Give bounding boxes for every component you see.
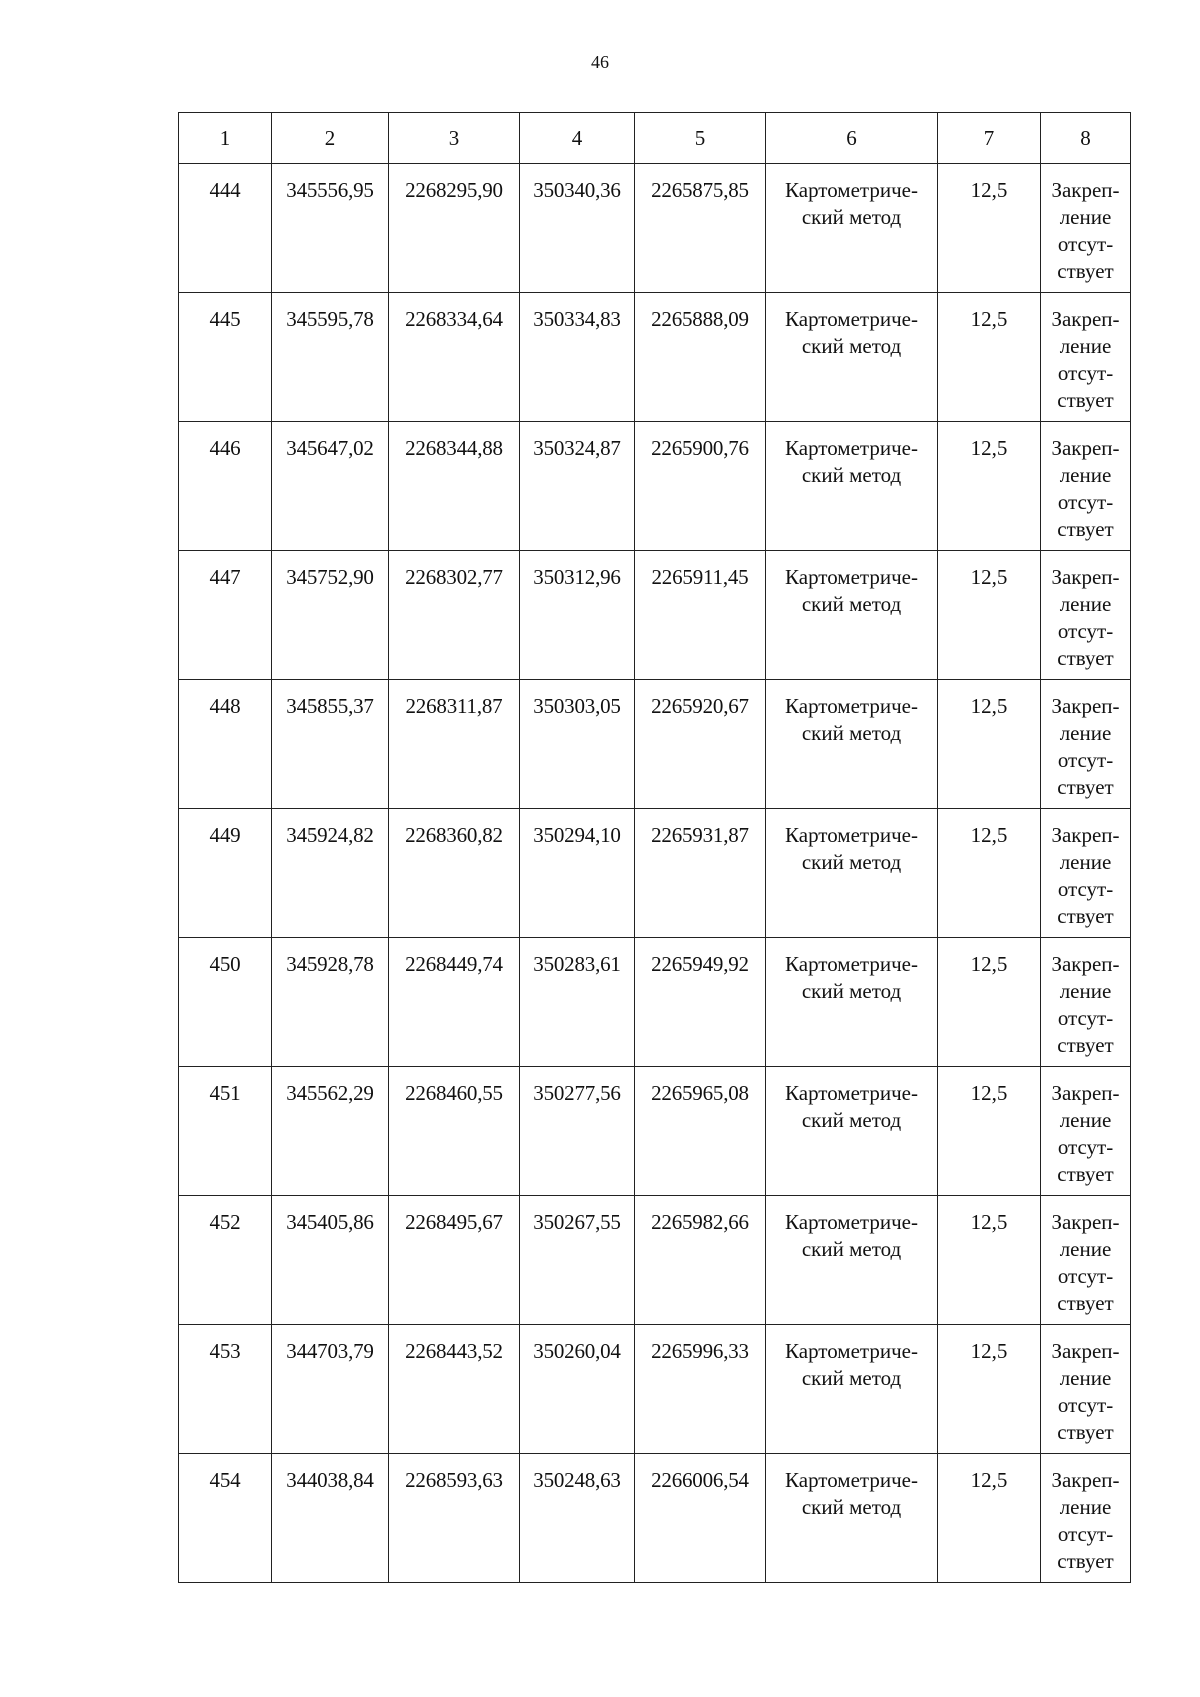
- coordinate-cell: 350260,04: [520, 1325, 635, 1454]
- coordinate-cell: 350340,36: [520, 164, 635, 293]
- fixing-text: отсут-: [1057, 232, 1114, 256]
- fixing-cell: [1041, 422, 1131, 551]
- fixing-text: ствует: [1057, 1162, 1114, 1186]
- fixing-text: ление: [1059, 1495, 1112, 1519]
- coordinate-cell: 2265996,33: [635, 1325, 766, 1454]
- accuracy-cell: 12,5: [938, 1325, 1041, 1454]
- fixing-text: ствует: [1057, 904, 1114, 928]
- coordinate-cell: 2268334,64: [389, 293, 520, 422]
- fixing-text: ствует: [1057, 517, 1114, 541]
- coordinate-cell: 350248,63: [520, 1454, 635, 1583]
- table-row: [179, 1067, 1131, 1196]
- method-text: Картометриче-: [785, 1210, 918, 1234]
- method-text: ский метод: [801, 334, 902, 358]
- coordinate-cell: 2265920,67: [635, 680, 766, 809]
- fixing-text: ление: [1059, 721, 1112, 745]
- fixing-cell: [1041, 164, 1131, 293]
- coordinate-cell: 2265982,66: [635, 1196, 766, 1325]
- coordinate-cell: 350267,55: [520, 1196, 635, 1325]
- coordinate-cell: 2265875,85: [635, 164, 766, 293]
- coordinate-cell: 345752,90: [272, 551, 389, 680]
- fixing-text: Закреп-: [1051, 565, 1120, 589]
- column-header: 7: [938, 113, 1041, 164]
- accuracy-cell: 12,5: [938, 551, 1041, 680]
- table-row: [179, 293, 1131, 422]
- coordinate-cell: 2266006,54: [635, 1454, 766, 1583]
- method-text: ский метод: [801, 1495, 902, 1519]
- fixing-cell: [1041, 680, 1131, 809]
- method-cell: [766, 164, 938, 293]
- accuracy-cell: 12,5: [938, 1454, 1041, 1583]
- coordinate-cell: 345855,37: [272, 680, 389, 809]
- column-header: 1: [179, 113, 272, 164]
- fixing-text: отсут-: [1057, 1522, 1114, 1546]
- fixing-text: ление: [1059, 1108, 1112, 1132]
- coordinate-cell: 345928,78: [272, 938, 389, 1067]
- point-number-cell: 454: [179, 1454, 272, 1583]
- fixing-text: Закреп-: [1051, 1081, 1120, 1105]
- accuracy-cell: 12,5: [938, 1067, 1041, 1196]
- point-number-cell: 444: [179, 164, 272, 293]
- method-text: ский метод: [801, 463, 902, 487]
- coordinate-cell: 2268460,55: [389, 1067, 520, 1196]
- coordinate-cell: 2268593,63: [389, 1454, 520, 1583]
- coordinate-cell: 344703,79: [272, 1325, 389, 1454]
- accuracy-cell: 12,5: [938, 938, 1041, 1067]
- accuracy-cell: 12,5: [938, 293, 1041, 422]
- method-text: Картометриче-: [785, 307, 918, 331]
- fixing-text: ление: [1059, 1237, 1112, 1261]
- fixing-text: ление: [1059, 850, 1112, 874]
- fixing-text: ствует: [1057, 259, 1114, 283]
- fixing-cell: [1041, 1325, 1131, 1454]
- fixing-text: Закреп-: [1051, 823, 1120, 847]
- point-number-cell: 450: [179, 938, 272, 1067]
- table-row: [179, 1325, 1131, 1454]
- point-number-cell: 447: [179, 551, 272, 680]
- coordinate-cell: 350277,56: [520, 1067, 635, 1196]
- fixing-text: Закреп-: [1051, 1339, 1120, 1363]
- coordinate-cell: 350294,10: [520, 809, 635, 938]
- point-number-cell: 452: [179, 1196, 272, 1325]
- accuracy-cell: 12,5: [938, 422, 1041, 551]
- method-text: ский метод: [801, 592, 902, 616]
- coordinate-cell: 2265965,08: [635, 1067, 766, 1196]
- coordinate-cell: 345405,86: [272, 1196, 389, 1325]
- coordinate-cell: 2268360,82: [389, 809, 520, 938]
- coordinate-cell: 2268344,88: [389, 422, 520, 551]
- method-cell: [766, 293, 938, 422]
- method-cell: [766, 938, 938, 1067]
- coordinate-cell: 2265900,76: [635, 422, 766, 551]
- coordinates-table: [178, 112, 1131, 1583]
- fixing-cell: [1041, 293, 1131, 422]
- fixing-text: отсут-: [1057, 877, 1114, 901]
- fixing-text: отсут-: [1057, 1135, 1114, 1159]
- fixing-text: отсут-: [1057, 1006, 1114, 1030]
- fixing-cell: [1041, 1067, 1131, 1196]
- accuracy-cell: 12,5: [938, 680, 1041, 809]
- fixing-text: ление: [1059, 592, 1112, 616]
- fixing-text: ствует: [1057, 646, 1114, 670]
- column-header: 4: [520, 113, 635, 164]
- method-cell: [766, 1067, 938, 1196]
- point-number-cell: 448: [179, 680, 272, 809]
- point-number-cell: 445: [179, 293, 272, 422]
- fixing-text: Закреп-: [1051, 1468, 1120, 1492]
- coordinate-cell: 344038,84: [272, 1454, 389, 1583]
- fixing-cell: [1041, 551, 1131, 680]
- fixing-text: отсут-: [1057, 1393, 1114, 1417]
- coordinate-cell: 2268443,52: [389, 1325, 520, 1454]
- coordinate-cell: 350303,05: [520, 680, 635, 809]
- coordinate-cell: 2268302,77: [389, 551, 520, 680]
- fixing-text: ление: [1059, 463, 1112, 487]
- coordinate-cell: 2268449,74: [389, 938, 520, 1067]
- page-number: 46: [591, 52, 609, 72]
- fixing-text: отсут-: [1057, 361, 1114, 385]
- fixing-text: Закреп-: [1051, 1210, 1120, 1234]
- accuracy-cell: 12,5: [938, 809, 1041, 938]
- fixing-text: ление: [1059, 1366, 1112, 1390]
- fixing-text: ление: [1059, 205, 1112, 229]
- table-row: [179, 680, 1131, 809]
- fixing-text: ствует: [1057, 388, 1114, 412]
- fixing-text: Закреп-: [1051, 178, 1120, 202]
- column-header: 6: [766, 113, 938, 164]
- fixing-text: отсут-: [1057, 748, 1114, 772]
- method-cell: [766, 422, 938, 551]
- method-text: ский метод: [801, 1237, 902, 1261]
- method-text: Картометриче-: [785, 565, 918, 589]
- table-row: [179, 164, 1131, 293]
- point-number-cell: 446: [179, 422, 272, 551]
- method-text: ский метод: [801, 1366, 902, 1390]
- fixing-text: ление: [1059, 334, 1112, 358]
- table-row: [179, 1454, 1131, 1583]
- fixing-text: отсут-: [1057, 619, 1114, 643]
- table-row: [179, 1196, 1131, 1325]
- table-header-row: [179, 113, 1131, 164]
- fixing-text: ствует: [1057, 1033, 1114, 1057]
- method-text: ский метод: [801, 1108, 902, 1132]
- method-cell: [766, 680, 938, 809]
- fixing-text: ствует: [1057, 1291, 1114, 1315]
- method-text: ский метод: [801, 850, 902, 874]
- coordinate-cell: 345562,29: [272, 1067, 389, 1196]
- coordinate-cell: 2268311,87: [389, 680, 520, 809]
- fixing-text: Закреп-: [1051, 436, 1120, 460]
- coordinate-cell: 345556,95: [272, 164, 389, 293]
- point-number-cell: 453: [179, 1325, 272, 1454]
- method-cell: [766, 1325, 938, 1454]
- method-text: ский метод: [801, 721, 902, 745]
- table-row: [179, 809, 1131, 938]
- coordinate-cell: 350312,96: [520, 551, 635, 680]
- fixing-text: Закреп-: [1051, 307, 1120, 331]
- coordinate-cell: 2265911,45: [635, 551, 766, 680]
- column-header: 5: [635, 113, 766, 164]
- method-cell: [766, 809, 938, 938]
- method-text: Картометриче-: [785, 1468, 918, 1492]
- method-text: Картометриче-: [785, 436, 918, 460]
- method-cell: [766, 551, 938, 680]
- coordinate-cell: 2265931,87: [635, 809, 766, 938]
- coordinate-cell: 2265888,09: [635, 293, 766, 422]
- method-text: Картометриче-: [785, 178, 918, 202]
- method-text: Картометриче-: [785, 694, 918, 718]
- fixing-text: отсут-: [1057, 1264, 1114, 1288]
- method-text: ский метод: [801, 205, 902, 229]
- fixing-text: ление: [1059, 979, 1112, 1003]
- fixing-text: ствует: [1057, 775, 1114, 799]
- fixing-cell: [1041, 1454, 1131, 1583]
- coordinate-cell: 345647,02: [272, 422, 389, 551]
- coordinate-cell: 2265949,92: [635, 938, 766, 1067]
- method-text: ский метод: [801, 979, 902, 1003]
- column-header: 8: [1041, 113, 1131, 164]
- accuracy-cell: 12,5: [938, 164, 1041, 293]
- method-text: Картометриче-: [785, 823, 918, 847]
- method-text: Картометриче-: [785, 1081, 918, 1105]
- fixing-cell: [1041, 809, 1131, 938]
- table-row: [179, 422, 1131, 551]
- fixing-cell: [1041, 938, 1131, 1067]
- method-text: Картометриче-: [785, 952, 918, 976]
- column-header: 3: [389, 113, 520, 164]
- fixing-text: отсут-: [1057, 490, 1114, 514]
- fixing-text: Закреп-: [1051, 694, 1120, 718]
- fixing-text: Закреп-: [1051, 952, 1120, 976]
- coordinate-cell: 350324,87: [520, 422, 635, 551]
- column-header: 2: [272, 113, 389, 164]
- fixing-text: ствует: [1057, 1420, 1114, 1444]
- coordinate-cell: 345595,78: [272, 293, 389, 422]
- table-row: [179, 938, 1131, 1067]
- table-row: [179, 551, 1131, 680]
- point-number-cell: 451: [179, 1067, 272, 1196]
- fixing-text: ствует: [1057, 1549, 1114, 1573]
- method-cell: [766, 1196, 938, 1325]
- method-cell: [766, 1454, 938, 1583]
- accuracy-cell: 12,5: [938, 1196, 1041, 1325]
- point-number-cell: 449: [179, 809, 272, 938]
- coordinate-cell: 345924,82: [272, 809, 389, 938]
- coordinate-cell: 350283,61: [520, 938, 635, 1067]
- coordinate-cell: 2268295,90: [389, 164, 520, 293]
- fixing-cell: [1041, 1196, 1131, 1325]
- coordinate-cell: 350334,83: [520, 293, 635, 422]
- method-text: Картометриче-: [785, 1339, 918, 1363]
- coordinate-cell: 2268495,67: [389, 1196, 520, 1325]
